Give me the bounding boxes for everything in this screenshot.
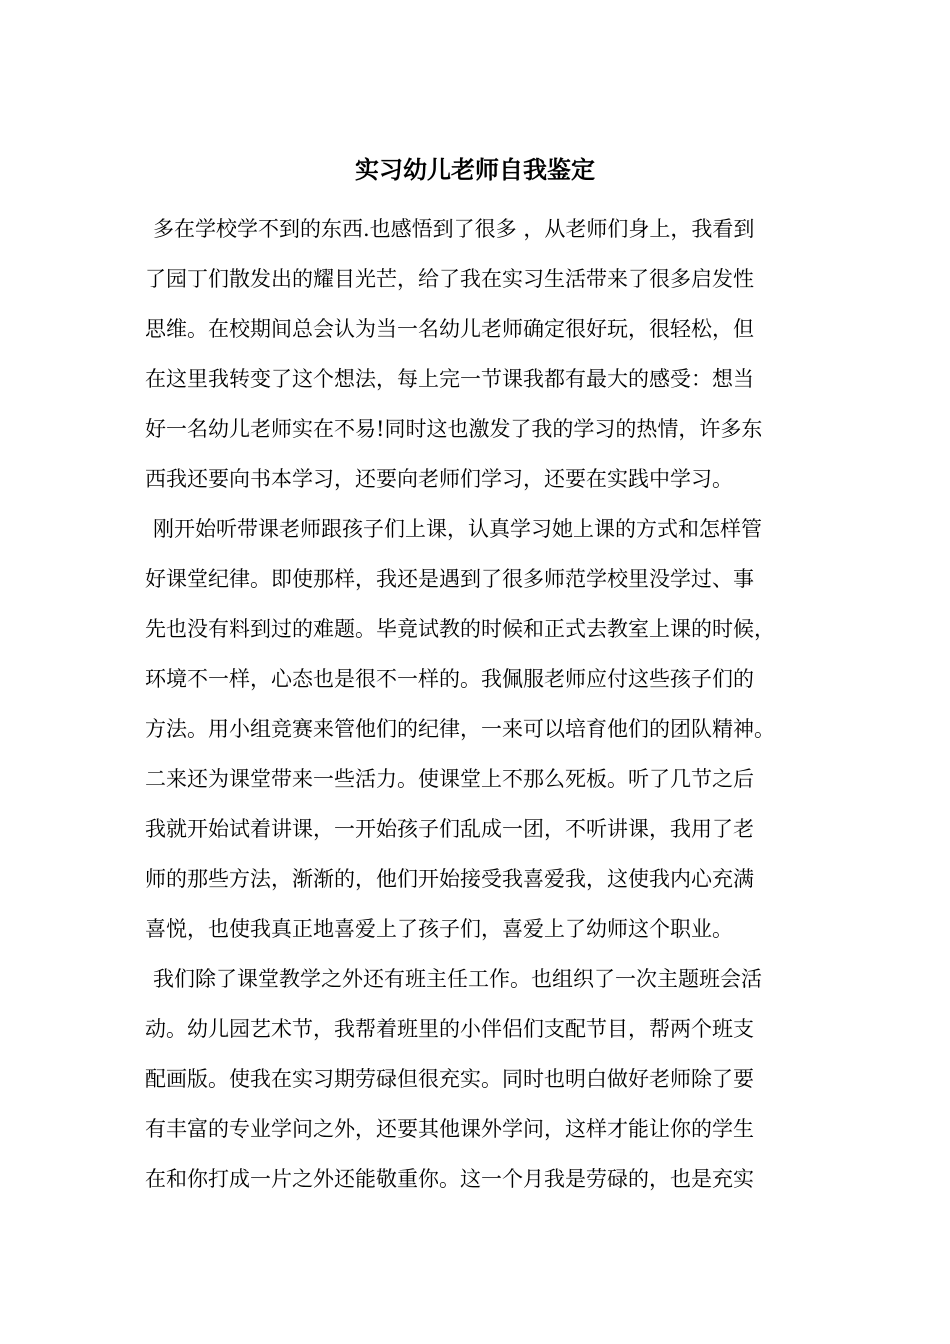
text-line: 刚开始听带课老师跟孩子们上课，认真学习她上课的方式和怎样管 — [153, 517, 762, 541]
document-title: 实习幼儿老师自我鉴定 — [355, 155, 595, 184]
document-body — [145, 204, 825, 1204]
text-line: 好课堂纪律。即使那样，我还是遇到了很多师范学校里没学过、事 — [145, 567, 754, 591]
text-line: 了园丁们散发出的耀目光芒，给了我在实习生活带来了很多启发性 — [145, 267, 754, 291]
text-line: 方法。用小组竞赛来管他们的纪律，一来可以培育他们的团队精神。 — [145, 717, 775, 741]
text-line: 二来还为课堂带来一些活力。使课堂上不那么死板。听了几节之后 — [145, 767, 754, 791]
text-line: 思维。在校期间总会认为当一名幼儿老师确定很好玩，很轻松，但 — [145, 317, 754, 341]
text-line: 配画版。使我在实习期劳碌但很充实。同时也明白做好老师除了要 — [145, 1067, 754, 1091]
text-line: 师的那些方法，渐渐的，他们开始接受我喜爱我，这使我内心充满 — [145, 867, 754, 891]
text-line: 我们除了课堂教学之外还有班主任工作。也组织了一次主题班会活 — [153, 967, 762, 991]
text-line: 先也没有料到过的难题。毕竟试教的时候和正式去教室上课的时候， — [145, 617, 775, 641]
text-line: 在这里我转变了这个想法，每上完一节课我都有最大的感受：想当 — [145, 367, 754, 391]
text-line: 喜悦，也使我真正地喜爱上了孩子们，喜爱上了幼师这个职业。 — [145, 917, 733, 941]
text-line: 西我还要向书本学习，还要向老师们学习，还要在实践中学习。 — [145, 467, 733, 491]
text-line: 多在学校学不到的东西.也感悟到了很多 ，从老师们身上，我看到 — [153, 217, 755, 241]
text-line: 环境不一样，心态也是很不一样的。我佩服老师应付这些孩子们的 — [145, 667, 754, 691]
text-line: 动。幼儿园艺术节，我帮着班里的小伴侣们支配节目，帮两个班支 — [145, 1017, 754, 1041]
text-line: 我就开始试着讲课，一开始孩子们乱成一团，不听讲课，我用了老 — [145, 817, 754, 841]
text-line: 在和你打成一片之外还能敬重你。这一个月我是劳碌的，也是充实 — [145, 1167, 754, 1191]
text-line: 好一名幼儿老师实在不易!同时这也激发了我的学习的热情，许多东 — [145, 417, 763, 441]
text-line: 有丰富的专业学问之外，还要其他课外学问，这样才能让你的学生 — [145, 1117, 754, 1141]
